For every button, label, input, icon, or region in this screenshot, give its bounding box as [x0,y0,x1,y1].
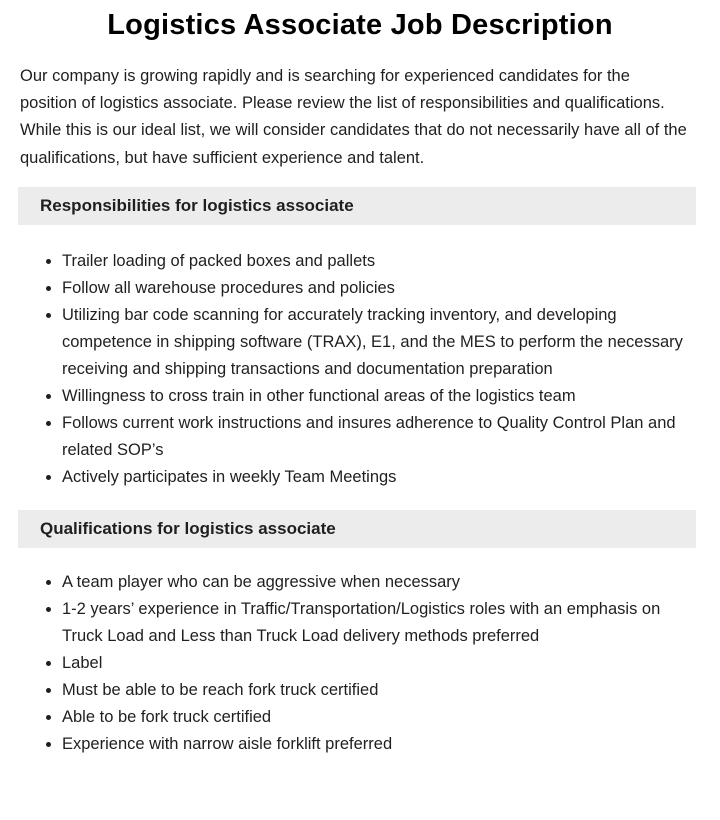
list-item: • Trailer loading of packed boxes and pallets [62,248,694,275]
section-responsibilities [0,187,720,491]
list-item: • A team player who can be aggressive when necessary [62,569,694,596]
list-item: • Able to be fork truck certified [62,704,694,731]
list-item: • Utilizing bar code scanning for accurately tracking inventory, and developing competence in shipping software (TRAX), E1, and the MES to perform the necessary receiving and shipping transactions and documentation preparation [62,302,694,383]
intro-paragraph: Our company is growing rapidly and is searching for experienced candidates for the position of logistics associate. Please review the list of responsibilities and qualifications. While this is our ideal list, we will consider candidates that do not necessarily have all of the qualifications, but have sufficient experience and talent. [20,67,687,167]
page-title: Logistics Associate Job Description [107,9,613,41]
list-item: • Actively participates in weekly Team Meetings [62,464,694,491]
list-item: • Follow all warehouse procedures and policies [62,275,694,302]
list-item: • Willingness to cross train in other functional areas of the logistics team [62,383,694,410]
list-item: • Must be able to be reach fork truck certified [62,677,694,704]
list-item: • Label [62,650,694,677]
section-qualifications [0,510,720,758]
section-heading-qualifications: Qualifications for logistics associate [18,510,696,548]
responsibilities-list [0,248,720,491]
qualifications-list [0,569,720,758]
list-item: • Experience with narrow aisle forklift preferred [62,731,694,758]
job-description-document [0,6,720,820]
list-item: • Follows current work instructions and insures adherence to Quality Control Plan and related SOP’s [62,410,694,464]
section-heading-responsibilities: Responsibilities for logistics associate [18,187,696,225]
list-item: • 1-2 years’ experience in Traffic/Transportation/Logistics roles with an emphasis on Truck Load and Less than Truck Load delivery methods preferred [62,596,694,650]
